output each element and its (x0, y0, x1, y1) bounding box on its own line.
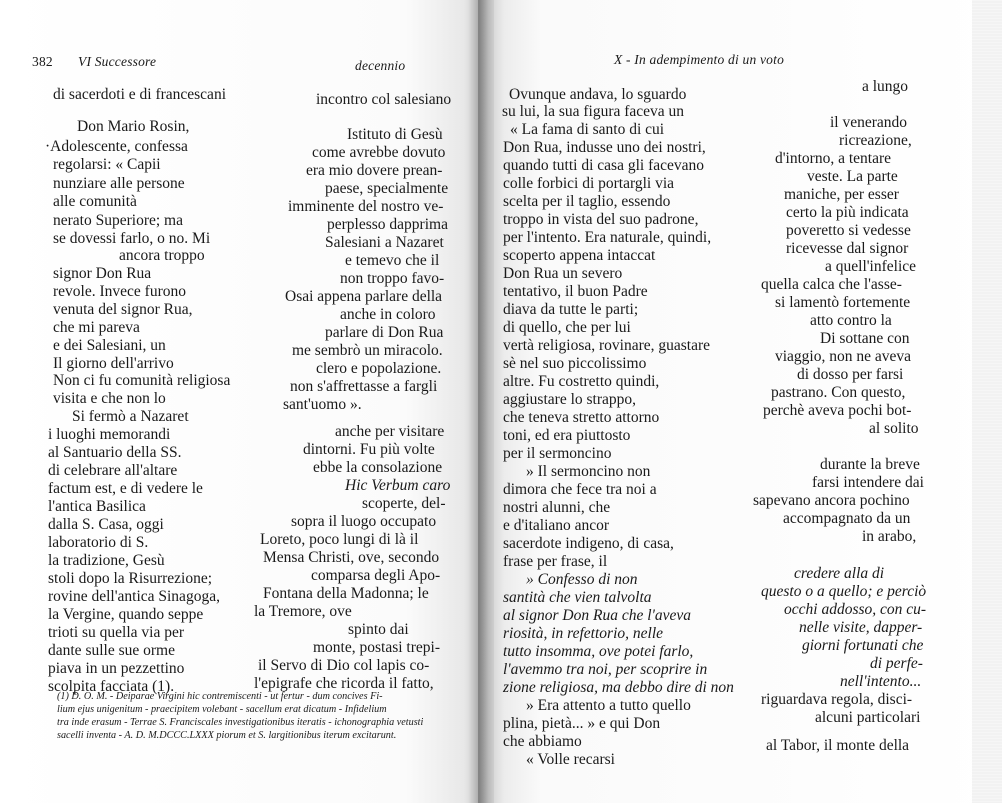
text-line-23: l'antica Basilica (48, 498, 146, 515)
text-line-29: giorni fortunati che (802, 637, 924, 654)
text-line-18: Si fermò a Nazaret (72, 408, 189, 425)
text-line-18: anche per visitare (335, 423, 445, 440)
text-line-19: dintorni. Fu più volte (303, 441, 435, 458)
text-line-19: al solito (869, 420, 919, 437)
text-line-31: il Servo di Dio col lapis co- (258, 657, 430, 674)
text-line-14: di quello, che per lui (503, 319, 631, 336)
text-line-24: nostri alunni, che (503, 499, 611, 516)
text-line-38: « Volle recarsi (526, 751, 615, 768)
text-line-9: per l'intento. Era naturale, quindi, (503, 229, 712, 246)
text-line-27: stoli dopo la Risurrezione; (48, 570, 213, 587)
text-line-8: troppo in vista del suo padrone, (503, 211, 699, 228)
text-line-15: viaggio, non ne aveva (775, 348, 912, 365)
text-line-3: come avrebbe dovuto (312, 144, 446, 161)
text-line-12: si lamentò fortemente (775, 294, 911, 311)
text-line-16: non s'affrettasse a fargli (290, 378, 438, 395)
text-line-26: sacerdote indigeno, di casa, (503, 535, 674, 552)
text-line-33: alcuni particolari (815, 709, 921, 726)
text-line-3: « La fama di santo di cui (510, 121, 665, 138)
text-line-20: ebbe la consolazione (313, 459, 443, 476)
text-line-12: tentativo, il buon Padre (503, 283, 648, 300)
text-line-25: Mensa Christi, ove, secondo (263, 549, 440, 566)
text-line-6: imminente del nostro ve- (288, 198, 444, 215)
text-line-25: e d'italiano ancor (503, 517, 610, 534)
text-line-31: dante sulle sue orme (48, 642, 175, 659)
footnote-line-2: lium ejus unigenitum - praecipitem volebant - sacellum erat dicatum - Infidelium (57, 704, 387, 715)
right-page (478, 0, 1002, 803)
text-line-3: ·Adolescente, confessa (45, 138, 188, 155)
text-line-15: vertà religiosa, rovinare, guastare (503, 337, 711, 354)
text-line-22: scoperte, del- (362, 495, 446, 512)
running-head-left: VI Successore (78, 54, 157, 69)
left-page (0, 0, 478, 803)
page-number: 382 (32, 54, 53, 69)
text-line-21: per il sermoncino (503, 445, 612, 462)
text-line-11: Osai appena parlare della (285, 288, 443, 305)
text-line-4: d'intorno, a tentare (775, 150, 891, 167)
text-line-25: laboratorio di S. (48, 534, 149, 551)
text-line-10: a quell'infelice (825, 258, 917, 275)
text-line-21: di celebrare all'altare (48, 462, 178, 479)
text-line-1: a lungo (862, 78, 909, 95)
text-line-22: factum est, e di vedere le (48, 480, 203, 497)
text-line-1: incontro col salesiano (316, 91, 452, 108)
text-line-7: perplesso dapprima (327, 216, 448, 233)
text-line-11: revole. Invece furono (53, 283, 186, 300)
text-line-28: » Confesso di non (526, 571, 638, 588)
text-line-17: altre. Fu costretto quindi, (503, 373, 660, 390)
text-line-11: Don Rua un severo (503, 265, 623, 282)
text-line-34: zione religiosa, ma debbo dire di non (503, 679, 734, 696)
text-line-13: che mi pareva (53, 319, 140, 336)
text-line-1: di sacerdoti e di francescani (53, 86, 226, 103)
text-line-11: quella calca che l'asse- (761, 276, 902, 293)
text-line-5: veste. La parte (807, 168, 898, 185)
text-line-18: perchè aveva pochi bot- (763, 402, 912, 419)
text-line-3: ricreazione, (839, 132, 912, 149)
text-line-6: colle forbici di portargli via (503, 175, 675, 192)
text-line-19: che teneva stretto attorno (503, 409, 660, 426)
text-line-32: piava in un pezzettino (48, 660, 185, 677)
text-line-24: Loreto, poco lungi di là il (260, 531, 419, 548)
text-line-24: in arabo, (862, 528, 917, 545)
text-line-2: Istituto di Gesù (347, 126, 443, 143)
text-line-28: la Tremore, ove (254, 603, 352, 620)
text-line-2: Don Mario Rosin, (77, 118, 190, 135)
text-line-30: monte, postasi trepi- (313, 639, 440, 656)
text-line-12: anche in coloro (340, 306, 436, 323)
text-line-5: nunziare alle persone (53, 175, 185, 192)
text-line-28: nelle visite, dapper- (799, 619, 923, 636)
text-line-30: trioti su quella via per (48, 624, 185, 641)
text-line-12: venuta del signor Rua, (53, 301, 193, 318)
text-line-22: sapevano ancora pochino (753, 492, 910, 509)
running-head-right-page: X - In adempimento di un voto (614, 52, 785, 67)
text-line-17: pastrano. Con questo, (771, 384, 906, 401)
text-line-32: l'epigrafe che ricorda il fatto, (254, 675, 434, 692)
text-line-21: farsi intendere dai (812, 474, 924, 491)
text-line-7: scelta per il taglio, essendo (503, 193, 671, 210)
text-line-10: non troppo favo- (340, 270, 445, 287)
text-line-27: frase per frase, il (503, 553, 608, 570)
text-line-27: Fontana della Madonna; le (263, 585, 429, 602)
text-line-29: santità che vien talvolta (503, 589, 652, 606)
text-line-23: sopra il luogo occupato (291, 513, 437, 530)
text-line-33: l'avemmo tra noi, per scoprire in (503, 661, 708, 678)
text-line-17: sant'uomo ». (283, 396, 362, 413)
text-line-32: tutto insomma, ove potei farlo, (503, 643, 694, 660)
text-line-10: signor Don Rua (53, 265, 152, 282)
page-edge (972, 0, 1002, 803)
text-line-16: sè nel suo piccolissimo (503, 355, 647, 372)
text-line-30: al signor Don Rua che l'aveva (503, 607, 691, 624)
text-line-34: al Tabor, il monte della (766, 737, 910, 754)
text-line-20: al Santuario della SS. (48, 444, 182, 461)
text-line-8: Salesiani a Nazaret (325, 234, 444, 251)
text-line-32: riguardava regola, disci- (761, 691, 913, 708)
text-line-16: Non ci fu comunità religiosa (53, 372, 231, 389)
text-line-7: nerato Superiore; ma (53, 212, 183, 229)
text-line-4: regolarsi: « Capii (53, 156, 161, 173)
text-line-21: Hic Verbum caro (345, 477, 451, 494)
footnote-line-1: (1) D. O. M. - Deiparae Virgini hic contremiscenti - ut fertur - dum concives Fi- (57, 691, 383, 702)
text-line-18: aggiustare lo strappo, (503, 391, 637, 408)
text-line-16: di dosso per farsi (797, 366, 904, 383)
text-line-33: scolpita facciata (1). (48, 678, 175, 695)
text-line-28: rovine dell'antica Sinagoga, (48, 588, 220, 605)
text-line-35: » Era attento a tutto quello (526, 697, 691, 714)
text-line-26: questo o a quello; e perciò (761, 583, 927, 600)
text-line-29: spinto dai (348, 621, 409, 638)
text-line-20: toni, ed era piuttosto (503, 427, 631, 444)
text-line-20: durante la breve (820, 456, 920, 473)
text-line-23: accompagnato da un (783, 510, 911, 527)
text-line-26: comparsa degli Apo- (311, 567, 441, 584)
text-line-6: alle comunità (53, 193, 137, 210)
text-line-9: e temevo che il (345, 252, 440, 269)
text-line-13: parlare di Don Rua (325, 324, 444, 341)
footnote-line-3: tra inde erasum - Terrae S. Franciscales investigationibus iteratis - ichonographia vetusti (57, 717, 424, 728)
book-gutter-shadow (468, 0, 494, 803)
text-line-29: la Vergine, quando seppe (48, 606, 204, 623)
text-line-5: paese, specialmente (325, 180, 449, 197)
text-line-24: dalla S. Casa, oggi (48, 516, 164, 533)
text-line-15: Il giorno dell'arrivo (53, 355, 174, 372)
text-line-4: era mio dovere prean- (306, 162, 443, 179)
text-line-7: certo la più indicata (786, 204, 909, 221)
text-line-1: Ovunque andava, lo sguardo (509, 86, 687, 103)
text-line-31: riosità, in refettorio, nelle (503, 625, 664, 642)
text-line-17: visita e che non lo (53, 390, 166, 407)
text-line-14: e dei Salesiani, un (53, 337, 166, 354)
text-line-37: che abbiamo (503, 733, 582, 750)
text-line-27: occhi addosso, con cu- (784, 601, 927, 618)
text-line-22: » Il sermoncino non (526, 463, 651, 480)
text-line-5: quando tutti di casa gli facevano (503, 157, 705, 174)
text-line-26: la tradizione, Gesù (48, 552, 165, 569)
text-line-25: credere alla di (794, 565, 885, 582)
text-line-31: nell'intento... (840, 673, 922, 690)
text-line-30: di perfe- (870, 655, 923, 672)
footnote-line-4: sacelli inventa - A. D. M.DCCC.LXXX piorum et S. largitionibus iterum excitarunt. (57, 730, 397, 741)
text-line-2: su lui, la sua figura faceva un (502, 103, 685, 120)
text-line-8: se dovessi farlo, o no. Mi (53, 230, 211, 247)
running-head-right: decennio (355, 58, 406, 73)
text-line-13: atto contro la (810, 312, 892, 329)
text-line-9: ricevesse dal signor (786, 240, 909, 257)
text-line-10: scoperto appena intaccat (503, 247, 656, 264)
text-line-9: ancora troppo (119, 247, 205, 264)
text-line-14: me sembrò un miracolo. (292, 342, 443, 359)
text-line-13: diava da tutte le parti; (503, 301, 639, 318)
text-line-23: dimora che fece tra noi a (503, 481, 657, 498)
text-line-6: maniche, per esser (784, 186, 899, 203)
text-line-36: plina, pietà... » e qui Don (503, 715, 661, 732)
text-line-2: il venerando (830, 114, 908, 131)
text-line-8: poveretto si vedesse (786, 222, 911, 239)
text-line-15: clero e popolazione. (316, 360, 442, 377)
text-line-14: Di sottane con (820, 330, 910, 347)
text-line-4: Don Rua, indusse uno dei nostri, (503, 139, 706, 156)
text-line-19: i luoghi memorandi (48, 426, 171, 443)
